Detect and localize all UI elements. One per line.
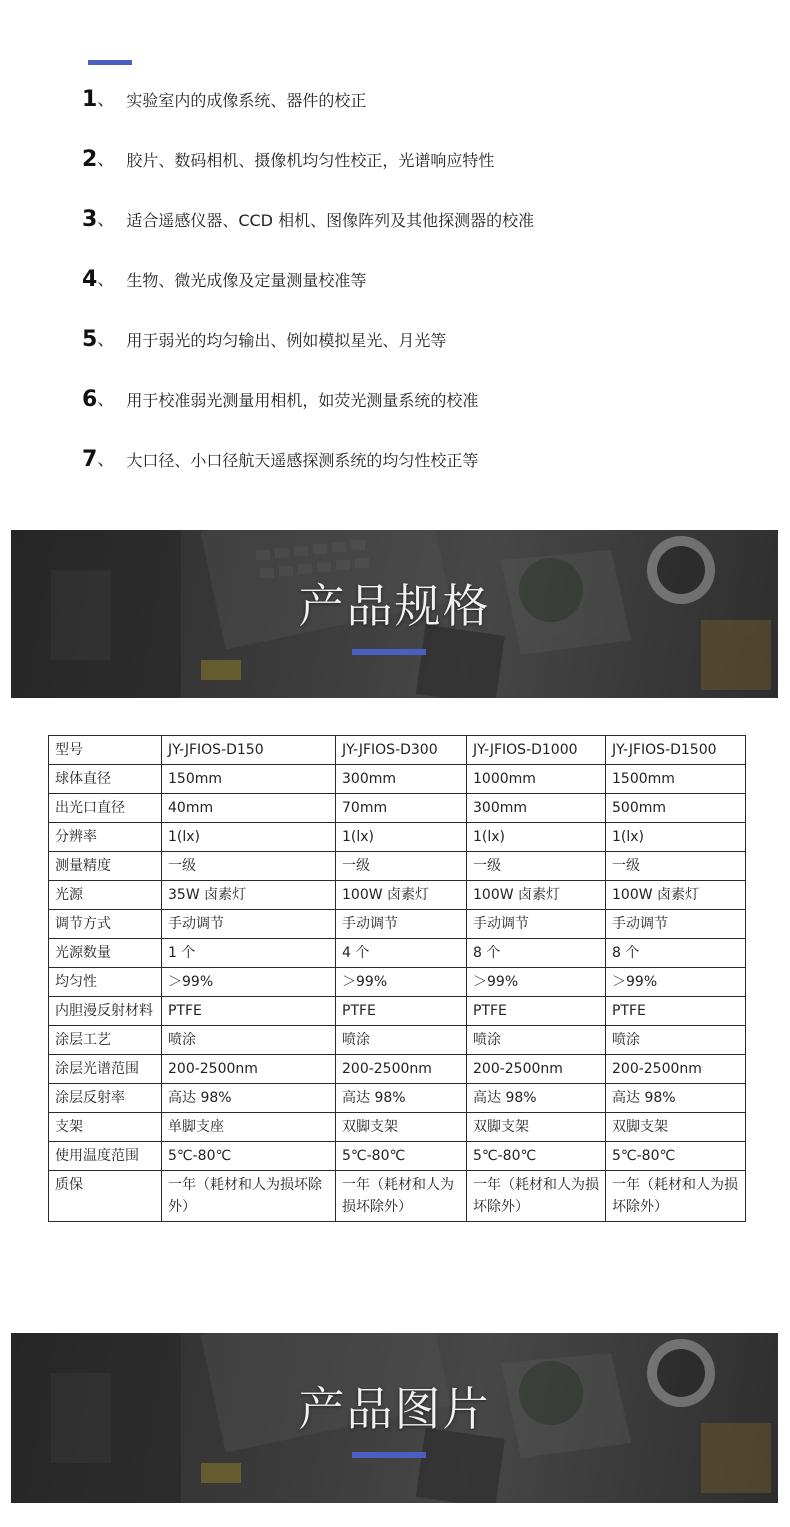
table-cell: 单脚支座 (162, 1113, 336, 1142)
table-cell: 150mm (162, 765, 336, 794)
table-cell: 4 个 (336, 939, 467, 968)
application-separator: 、 (97, 390, 115, 410)
application-number: 1 (82, 87, 98, 112)
table-cell: 一级 (606, 852, 746, 881)
application-separator: 、 (97, 330, 115, 350)
table-row-label: 光源 (49, 881, 162, 910)
table-row-label: 测量精度 (49, 852, 162, 881)
table-cell: 1000mm (467, 765, 606, 794)
table-cell: 一级 (467, 852, 606, 881)
table-row (49, 968, 746, 997)
table-row-label: 型号 (49, 736, 162, 765)
table-cell: 高达 98% (336, 1084, 467, 1113)
table-cell: ＞99% (162, 968, 336, 997)
table-cell: 喷涂 (336, 1026, 467, 1055)
application-number: 3 (82, 207, 98, 232)
table-cell: 一年（耗材和人为损坏除外） (162, 1171, 336, 1222)
pictures-banner-title: 产品图片 (298, 1382, 491, 1436)
table-cell: 高达 98% (162, 1084, 336, 1113)
application-item (82, 326, 762, 386)
table-cell: 1(lx) (606, 823, 746, 852)
table-row-label: 使用温度范围 (49, 1142, 162, 1171)
application-item (82, 386, 762, 446)
table-cell: 高达 98% (467, 1084, 606, 1113)
table-cell: 双脚支架 (606, 1113, 746, 1142)
application-list (82, 86, 762, 506)
table-row (49, 1084, 746, 1113)
application-text: 生物、微光成像及定量测量校准等 (126, 271, 367, 290)
table-cell: JY-JFIOS-D300 (336, 736, 467, 765)
spec-table (48, 735, 746, 1222)
table-row (49, 910, 746, 939)
table-cell: 300mm (467, 794, 606, 823)
table-row (49, 997, 746, 1026)
application-text: 实验室内的成像系统、器件的校正 (126, 91, 367, 110)
table-cell: JY-JFIOS-D150 (162, 736, 336, 765)
table-row (49, 1026, 746, 1055)
table-cell: 35W 卤素灯 (162, 881, 336, 910)
table-row (49, 881, 746, 910)
application-separator: 、 (97, 150, 115, 170)
table-cell: 喷涂 (606, 1026, 746, 1055)
table-cell: 200-2500nm (336, 1055, 467, 1084)
table-cell: 手动调节 (467, 910, 606, 939)
table-cell: 一年（耗材和人为损坏除外） (606, 1171, 746, 1222)
spec-banner-title: 产品规格 (298, 579, 491, 633)
table-cell: 一级 (336, 852, 467, 881)
table-row-label: 支架 (49, 1113, 162, 1142)
application-item (82, 206, 762, 266)
pictures-banner-accent (352, 1452, 426, 1458)
table-cell: 300mm (336, 765, 467, 794)
table-row-label: 内胆漫反射材料 (49, 997, 162, 1026)
table-row-label: 均匀性 (49, 968, 162, 997)
application-text: 胶片、数码相机、摄像机均匀性校正，光谱响应特性 (126, 151, 495, 170)
table-cell: 一级 (162, 852, 336, 881)
table-row (49, 1142, 746, 1171)
table-row (49, 1171, 746, 1222)
table-cell: 5℃-80℃ (467, 1142, 606, 1171)
table-cell: JY-JFIOS-D1000 (467, 736, 606, 765)
table-cell: 双脚支架 (467, 1113, 606, 1142)
application-separator: 、 (97, 90, 115, 110)
table-cell: 200-2500nm (467, 1055, 606, 1084)
table-cell: ＞99% (467, 968, 606, 997)
table-cell: 8 个 (606, 939, 746, 968)
table-cell: 1(lx) (467, 823, 606, 852)
table-cell: 100W 卤素灯 (336, 881, 467, 910)
table-cell: 一年（耗材和人为损坏除外） (467, 1171, 606, 1222)
pictures-banner (11, 1333, 778, 1503)
table-row-label: 球体直径 (49, 765, 162, 794)
table-row (49, 852, 746, 881)
table-cell: 高达 98% (606, 1084, 746, 1113)
table-cell: 双脚支架 (336, 1113, 467, 1142)
table-cell: PTFE (467, 997, 606, 1026)
table-row (49, 765, 746, 794)
table-row-label: 出光口直径 (49, 794, 162, 823)
table-cell: PTFE (162, 997, 336, 1026)
application-number: 6 (82, 387, 98, 412)
table-row-label: 质保 (49, 1171, 162, 1222)
table-cell: 1(lx) (336, 823, 467, 852)
table-cell: ＞99% (336, 968, 467, 997)
table-row-label: 调节方式 (49, 910, 162, 939)
table-row (49, 823, 746, 852)
application-item (82, 266, 762, 326)
table-cell: 1 个 (162, 939, 336, 968)
application-number: 7 (82, 447, 98, 472)
table-row (49, 1113, 746, 1142)
table-cell: 手动调节 (162, 910, 336, 939)
table-cell: 手动调节 (606, 910, 746, 939)
table-cell: 1(lx) (162, 823, 336, 852)
application-item (82, 146, 762, 206)
table-cell: 5℃-80℃ (606, 1142, 746, 1171)
application-number: 2 (82, 147, 98, 172)
application-text: 用于校准弱光测量用相机，如荧光测量系统的校准 (126, 391, 479, 410)
table-cell: 500mm (606, 794, 746, 823)
table-cell: 8 个 (467, 939, 606, 968)
table-cell: 手动调节 (336, 910, 467, 939)
table-row (49, 1055, 746, 1084)
application-text: 适合遥感仪器、CCD 相机、图像阵列及其他探测器的校准 (126, 211, 535, 230)
application-item (82, 446, 762, 506)
table-cell: 70mm (336, 794, 467, 823)
table-row-label: 光源数量 (49, 939, 162, 968)
table-cell: 喷涂 (467, 1026, 606, 1055)
table-row-label: 分辨率 (49, 823, 162, 852)
spec-banner-accent (352, 649, 426, 655)
table-cell: 喷涂 (162, 1026, 336, 1055)
table-cell: PTFE (336, 997, 467, 1026)
table-cell: 5℃-80℃ (336, 1142, 467, 1171)
table-cell: 一年（耗材和人为损坏除外） (336, 1171, 467, 1222)
table-cell: 5℃-80℃ (162, 1142, 336, 1171)
table-cell: 100W 卤素灯 (467, 881, 606, 910)
top-accent-bar (88, 60, 132, 65)
table-row-label: 涂层反射率 (49, 1084, 162, 1113)
table-cell: 100W 卤素灯 (606, 881, 746, 910)
table-row (49, 939, 746, 968)
table-cell: 1500mm (606, 765, 746, 794)
table-cell: 200-2500nm (162, 1055, 336, 1084)
application-separator: 、 (97, 210, 115, 230)
table-cell: 40mm (162, 794, 336, 823)
application-number: 5 (82, 327, 98, 352)
application-separator: 、 (97, 450, 115, 470)
table-cell: JY-JFIOS-D1500 (606, 736, 746, 765)
spec-banner (11, 530, 778, 698)
application-number: 4 (82, 267, 98, 292)
table-cell: ＞99% (606, 968, 746, 997)
table-cell: PTFE (606, 997, 746, 1026)
table-row (49, 794, 746, 823)
application-text: 大口径、小口径航天遥感探测系统的均匀性校正等 (126, 451, 479, 470)
application-text: 用于弱光的均匀输出、例如模拟星光、月光等 (126, 331, 447, 350)
application-separator: 、 (97, 270, 115, 290)
table-row-label: 涂层工艺 (49, 1026, 162, 1055)
table-row-label: 涂层光谱范围 (49, 1055, 162, 1084)
application-item (82, 86, 762, 146)
table-row (49, 736, 746, 765)
table-cell: 200-2500nm (606, 1055, 746, 1084)
